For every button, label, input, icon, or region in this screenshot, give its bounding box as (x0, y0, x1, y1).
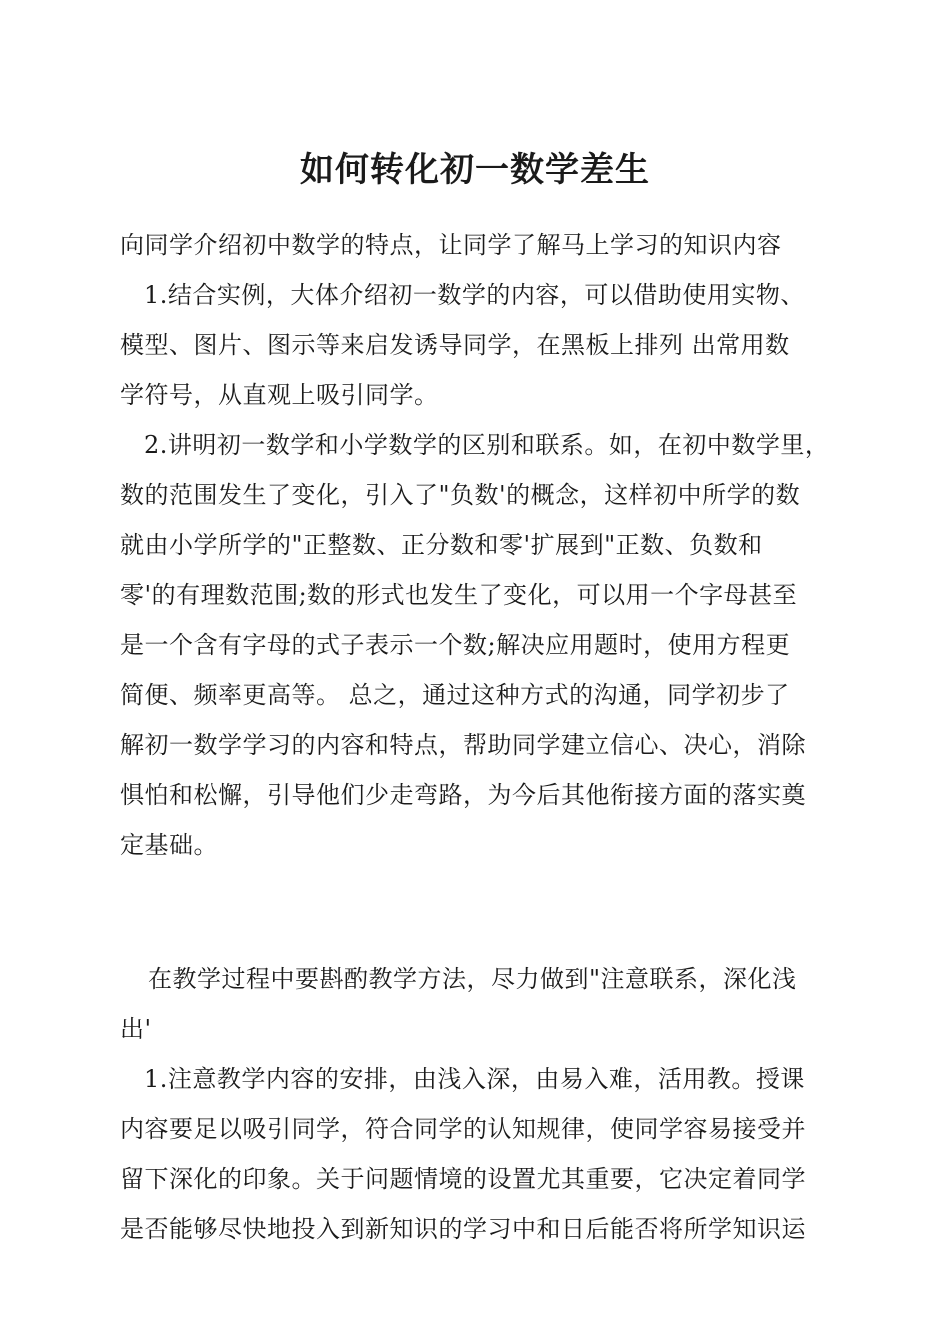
paragraph-line: 出' (120, 1015, 152, 1043)
paragraph-line: 就由小学所学的"正整数、正分数和零'扩展到"正数、负数和 (120, 531, 763, 559)
section1-item1 (120, 270, 840, 420)
section2-heading (120, 954, 840, 1054)
paragraph-line: 解初一数学学习的内容和特点，帮助同学建立信心、决心，消除 (120, 731, 806, 759)
paragraph-line: 模型、图片、图示等来启发诱导同学，在黑板上排列 出常用数 (120, 331, 790, 359)
document-body (120, 220, 840, 1254)
paragraph-line: 惧怕和松懈，引导他们少走弯路，为今后其他衔接方面的落实奠 (120, 781, 806, 809)
paragraph-line: 零'的有理数范围;数的形式也发生了变化，可以用一个字母甚至 (120, 581, 798, 609)
document-title: 如何转化初一数学差生 (300, 150, 650, 190)
paragraph-line: 内容要足以吸引同学，符合同学的认知规律，使同学容易接受并 (120, 1115, 806, 1143)
paragraph-line: 简便、频率更高等。 总之，通过这种方式的沟通，同学初步了 (120, 681, 790, 709)
section1-heading: 向同学介绍初中数学的特点，让同学了解马上学习的知识内容 (120, 231, 782, 259)
paragraph-line: 数的范围发生了变化，引入了"负数'的概念，这样初中所学的数 (120, 481, 801, 509)
section2-item1 (120, 1054, 840, 1254)
paragraph-line: 学符号，从直观上吸引同学。 (120, 381, 439, 409)
paragraph-line: 1.注意教学内容的安排，由浅入深，由易入难，活用教。授课 (144, 1065, 805, 1093)
section-spacer (120, 870, 840, 954)
paragraph-line: 在教学过程中要斟酌教学方法，尽力做到"注意联系，深化浅 (148, 965, 797, 993)
paragraph-line: 1.结合实例，大体介绍初一数学的内容，可以借助使用实物、 (144, 281, 805, 309)
paragraph-line: 2.讲明初一数学和小学数学的区别和联系。如，在初中数学里， (144, 431, 830, 459)
paragraph-line: 是一个含有字母的式子表示一个数;解决应用题时，使用方程更 (120, 631, 791, 659)
section1-item2 (120, 420, 840, 870)
paragraph-line: 定基础。 (120, 831, 218, 859)
paragraph-line: 是否能够尽快地投入到新知识的学习中和日后能否将所学知识运 (120, 1215, 806, 1243)
paragraph-line: 留下深化的印象。关于问题情境的设置尤其重要，它决定着同学 (120, 1165, 806, 1193)
